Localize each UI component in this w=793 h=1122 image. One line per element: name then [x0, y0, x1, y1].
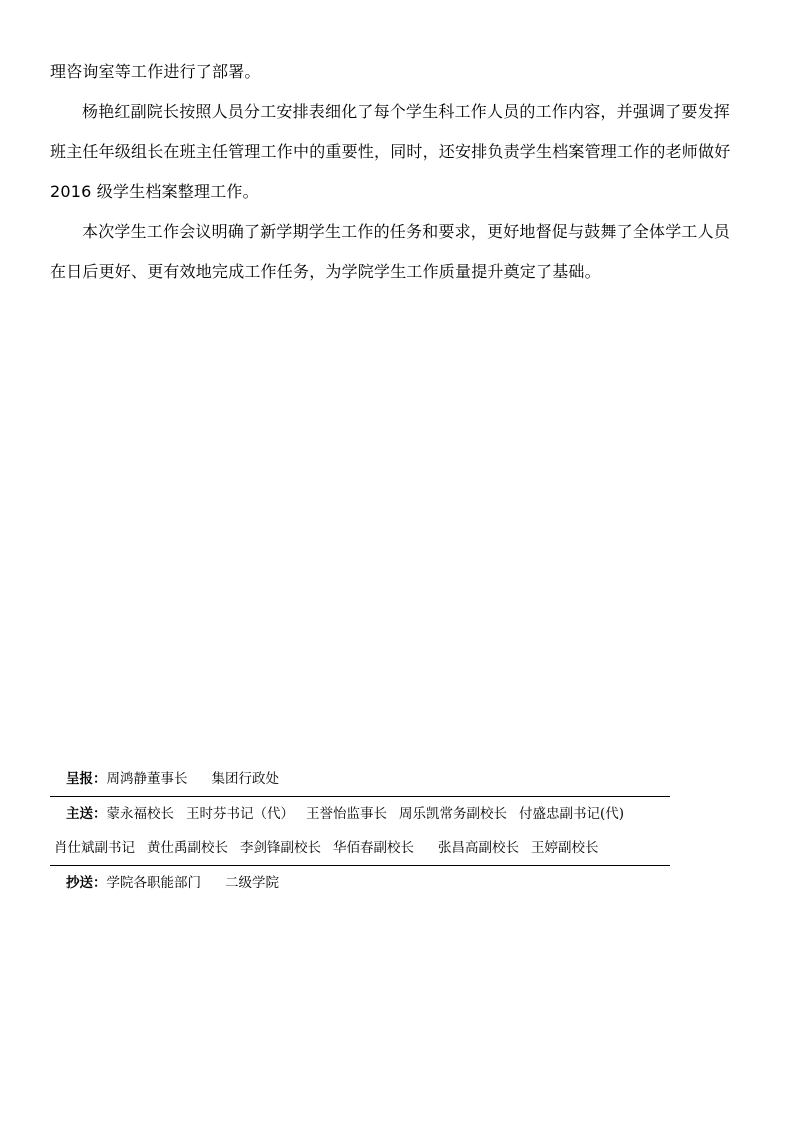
paragraph-2: 杨艳红副院长按照人员分工安排表细化了每个学生科工作人员的工作内容，并强调了要发挥班主任年级组长在班主任管理工作中的重要性，同时，还安排负责学生档案管理工作的老师做好 2016 级学生档案整理工作。 [50, 102, 731, 201]
send-recipient: 周乐凯常务副校长 [399, 806, 507, 822]
send-recipient: 李剑锋副校长 [240, 840, 321, 856]
paragraph-1: 理咨询室等工作进行了部署。 [50, 62, 261, 81]
copy-recipient: 学院各职能部门 [106, 875, 201, 891]
send-recipient: 肖仕斌副书记 [54, 840, 135, 856]
send-recipient: 黄仕禹副校长 [147, 840, 228, 856]
report-recipient: 周鸿静董事长 [106, 771, 188, 787]
send-label: 主送： [66, 806, 107, 822]
report-recipient: 集团行政处 [211, 771, 279, 787]
send-recipient: 张昌高副校长 [438, 840, 519, 856]
paragraph-3: 本次学生工作会议明确了新学期学生工作的任务和要求，更好地督促与鼓舞了全体学工人员在日后更好、更有效地完成工作任务，为学院学生工作质量提升奠定了基础。 [50, 222, 731, 281]
send-recipient: 付盛忠副书记(代) [519, 806, 625, 822]
send-row-2 [50, 831, 670, 865]
send-recipient: 王誉怡监事长 [306, 806, 387, 822]
send-recipient: 蒙永福校长 [106, 806, 174, 822]
send-recipient: 王时芬书记（代） [186, 806, 294, 822]
copy-recipient: 二级学院 [225, 875, 279, 891]
document-body [50, 52, 746, 292]
distribution-block [50, 762, 670, 900]
report-row [50, 762, 670, 796]
copy-row [50, 866, 670, 900]
send-recipient: 华佰春副校长 [333, 840, 414, 856]
copy-label: 抄送： [66, 875, 107, 891]
send-row-1 [50, 797, 670, 831]
send-recipient: 王婷副校长 [531, 840, 599, 856]
report-label: 呈报： [66, 771, 107, 787]
